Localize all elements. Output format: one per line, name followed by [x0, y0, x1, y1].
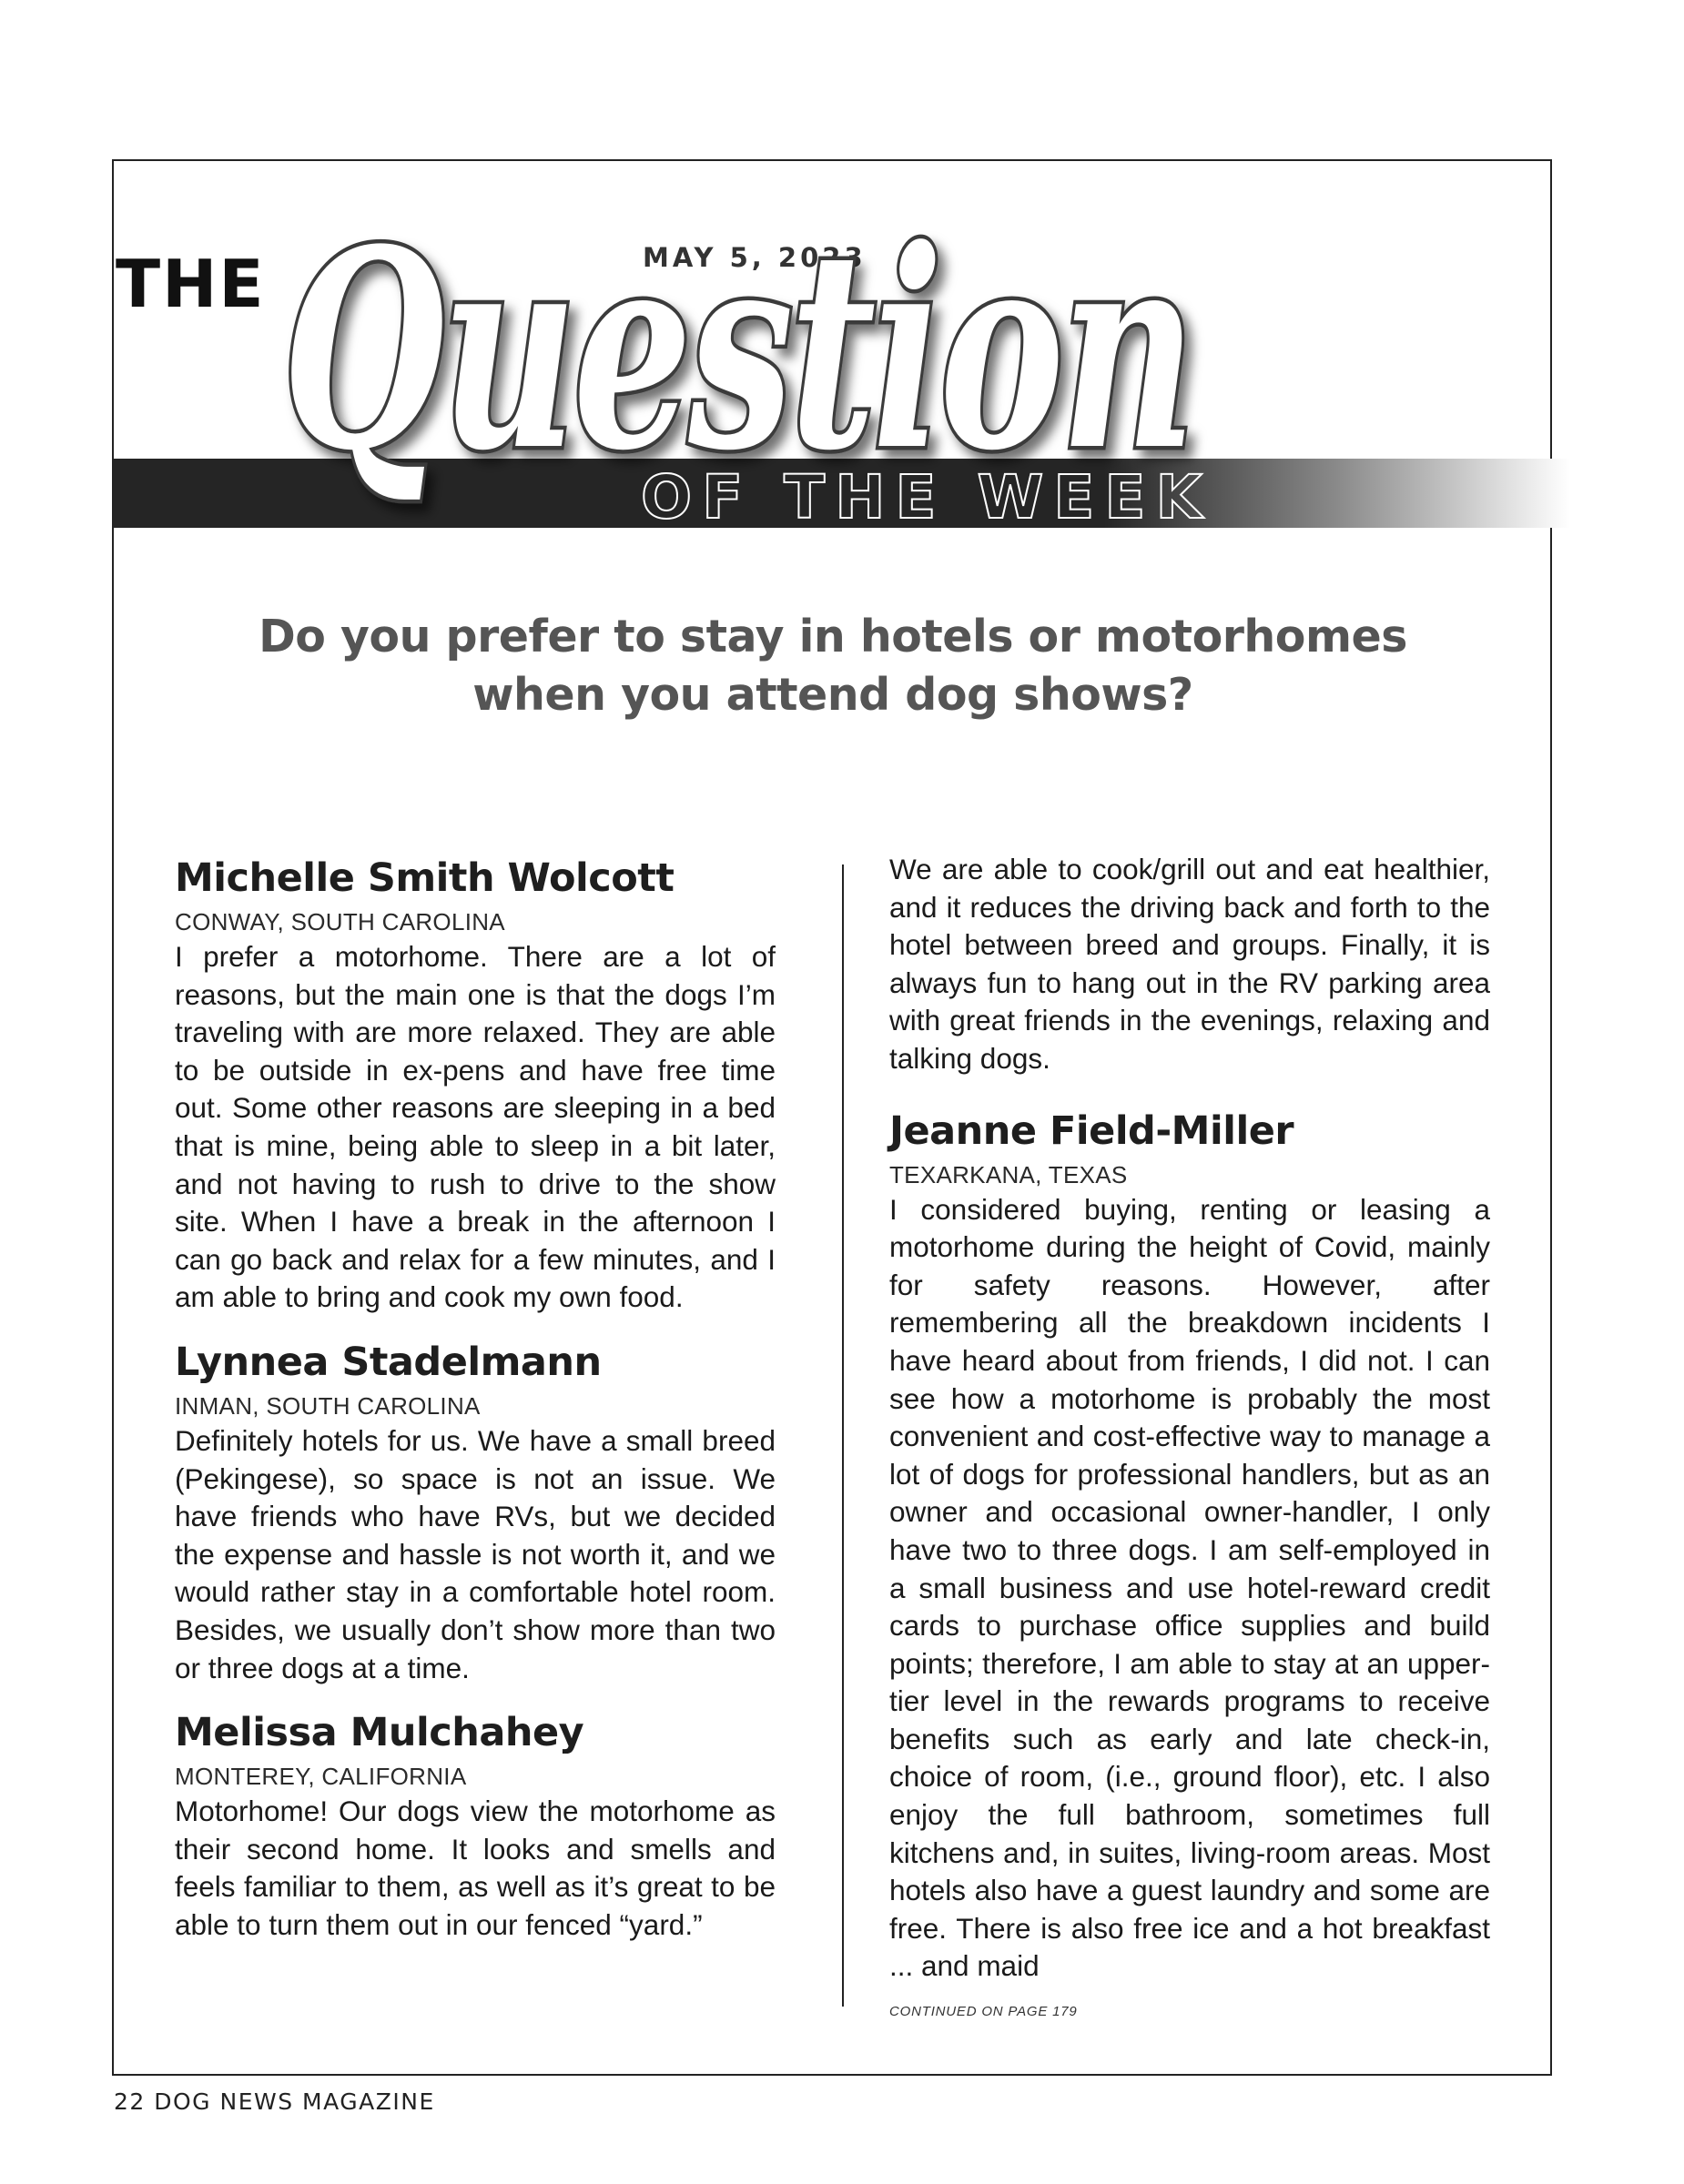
column-divider: [842, 864, 844, 2007]
masthead-subtitle: OF THE WEEK: [641, 462, 1212, 532]
question-line-2: when you attend dog shows?: [472, 669, 1193, 721]
continued-answer: We are able to cook/grill out and eat healthier, and it reduces the driving back and forth to the hotel between breed and groups. Finally, it is always fun to hang out in the RV parking area with great friends in the evenings, relaxing and talking dogs.: [889, 853, 1490, 1075]
page-footer: 22 DOG NEWS MAGAZINE: [114, 2088, 435, 2115]
masthead: [0, 0, 1684, 582]
masthead-the: THE: [116, 246, 266, 322]
respondent-answer: I considered buying, renting or leasing a motorhome during the height of Covid, mainly for safety reasons. However, after remembering all the breakdown incidents I have heard about from friends, I did not. I can see how a motorhome is probably the most convenient and cost-effective way to manage a lot of dogs for professional handlers, but as an owner and occasional owner-handler, I only have two to three dogs. I am self-employed in a small business and use hotel-reward credit cards to purchase office supplies and build points; therefore, I am able to stay at an upper-tier level in the rewards programs to receive benefits such as early and late check-in, choice of room, (i.e., ground floor), etc. I also enjoy the full bathroom, sometimes full kitchens and, in suites, living-room areas. Most hotels also have a guest laundry and some are free. There is also free ice and a hot breakfast ... and maid: [889, 1192, 1490, 1983]
right-column: [889, 851, 1490, 2019]
question-of-the-week: [209, 608, 1456, 724]
respondent-location: MONTEREY, CALIFORNIA: [175, 1763, 467, 1791]
respondent-name: Michelle Smith Wolcott: [175, 855, 675, 901]
response-entry: [175, 1705, 776, 1944]
respondent-name: Melissa Mulchahey: [175, 1710, 584, 1756]
respondent-name: Lynnea Stadelmann: [175, 1339, 602, 1385]
respondent-location: TEXARKANA, TEXAS: [889, 1160, 1128, 1188]
respondent-name: Jeanne Field-Miller: [889, 1107, 1294, 1154]
respondent-answer: Definitely hotels for us. We have a small breed (Pekingese), so space is not an issue. We have friends who have RVs, but we decided the expense and hassle is not worth it, and we would rather stay in a comfortable hotel room. Besides, we usually don’t show more than two or three dogs at a time.: [175, 1423, 776, 1684]
question-logo-text: Question: [282, 189, 1192, 511]
respondent-location: INMAN, SOUTH CAROLINA: [175, 1391, 481, 1420]
left-column: [175, 851, 776, 1962]
response-entry: [175, 1335, 776, 1687]
continued-note: CONTINUED ON PAGE 179: [889, 2004, 1078, 2020]
respondent-answer: I prefer a motorhome. There are a lot of reasons, but the main one is that the dogs I’m traveling with are more relaxed. They are able to be outside in ex-pens and have free time out. Some other reasons are sleeping in a bed that is mine, being able to sleep in a bit later, and not having to rush to drive to the show site. When I have a break in the afternoon I can go back and relax for a few minutes, and I am able to bring and cook my own food.: [175, 940, 776, 1314]
respondent-answer: Motorhome! Our dogs view the motorhome as their second home. It looks and smells and feels familiar to them, as well as it’s great to be able to turn them out in our fenced “yard.”: [175, 1795, 776, 1941]
issue-date: MAY 5, 2023: [643, 242, 867, 273]
response-entry: [889, 1104, 1490, 1986]
question-line-1: Do you prefer to stay in hotels or motorhomes: [259, 611, 1407, 662]
response-entry: [175, 851, 776, 1317]
respondent-location: CONWAY, SOUTH CAROLINA: [175, 908, 505, 935]
